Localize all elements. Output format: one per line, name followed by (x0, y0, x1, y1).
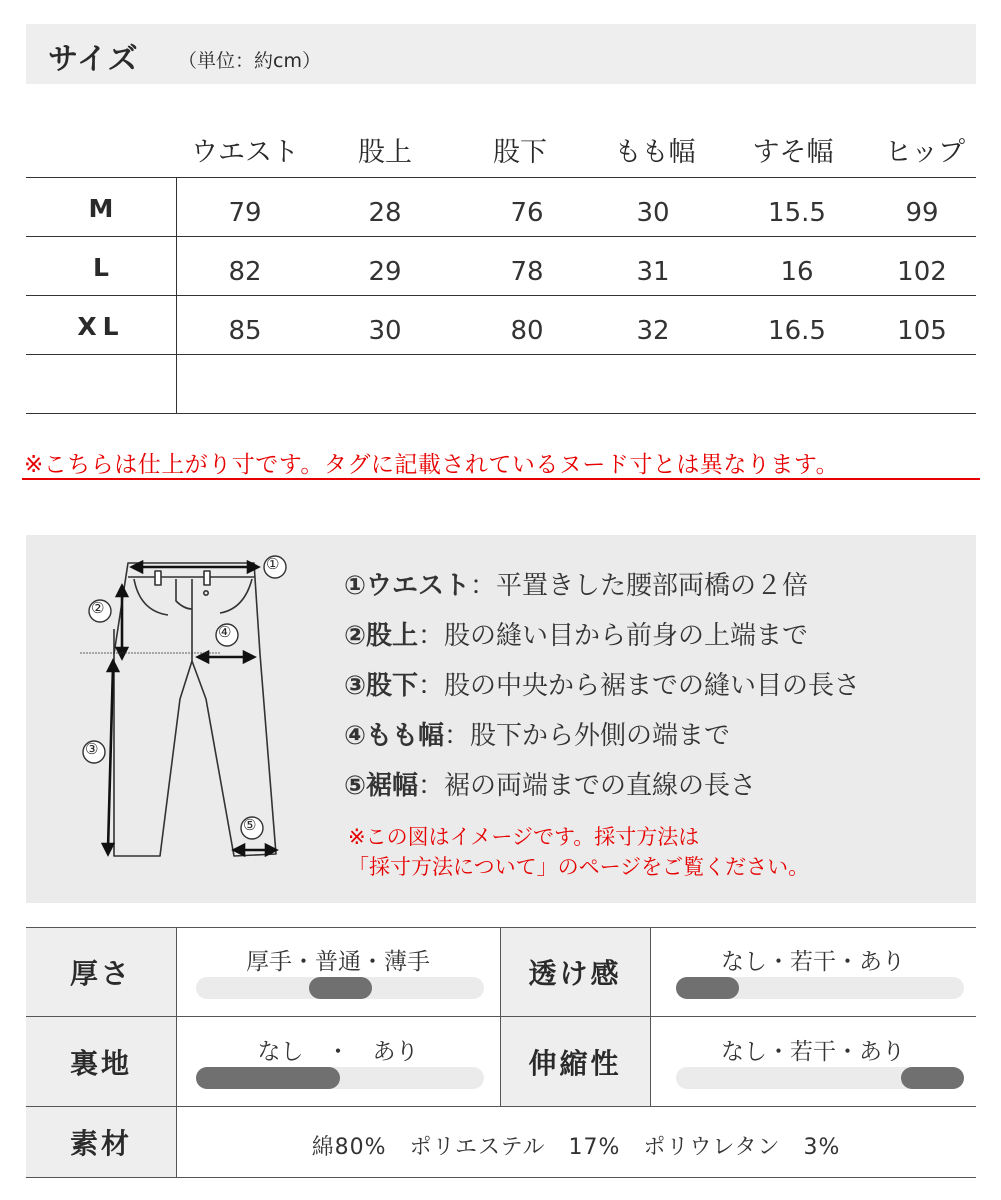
table-cell: 99 (905, 198, 939, 228)
table-divider (26, 295, 976, 296)
spec-column-divider (500, 927, 501, 1106)
table-cell: 85 (228, 316, 262, 346)
spec-divider (26, 1177, 976, 1178)
size-label-xl: XL (77, 312, 125, 341)
table-cell: 80 (510, 316, 544, 346)
size-note: ※こちらは仕上がり寸です。タグに記載されているヌード寸とは異なります。 (24, 452, 840, 478)
table-cell: 29 (368, 257, 402, 287)
stretch-level-track (676, 1067, 964, 1089)
title-bar (26, 24, 976, 84)
diagram-note-line1: ※この図はイメージです。採寸方法は (348, 825, 700, 849)
table-column-divider (176, 177, 177, 414)
material-composition: 綿80% ポリエステル 17% ポリウレタン 3% (311, 1135, 841, 1160)
table-cell: 78 (510, 257, 544, 287)
spec-label-sheerness: 透け感 (500, 927, 650, 1016)
table-cell: 32 (636, 316, 670, 346)
table-cell: 16 (780, 257, 814, 287)
lining-level-track (196, 1067, 484, 1089)
header-hem: すそ幅 (752, 137, 834, 168)
sheerness-options: なし・若干・あり (721, 949, 905, 975)
measurement-panel (26, 535, 976, 903)
stretch-level-indicator (901, 1067, 964, 1089)
table-cell: 76 (510, 198, 544, 228)
diagram-marker-5: ⑤ (243, 816, 257, 834)
table-cell: 16.5 (768, 316, 826, 346)
table-divider (26, 177, 976, 178)
spec-divider (26, 1106, 976, 1107)
table-cell: 15.5 (768, 198, 826, 228)
thickness-level-indicator (309, 977, 372, 999)
diagram-note-line2: 「採寸方法について」のページをご覧ください。 (348, 855, 810, 879)
header-rise: 股上 (358, 137, 412, 168)
header-waist: ウエスト (191, 137, 299, 168)
spec-label-stretch: 伸縮性 (500, 1017, 650, 1106)
header-thigh: もも幅 (614, 137, 696, 168)
spec-label-thickness: 厚さ (26, 927, 176, 1016)
table-cell: 105 (897, 316, 947, 346)
guide-line-waist: ①ウエスト：平置きした腰部両橋の２倍 (344, 571, 809, 601)
table-cell: 102 (897, 257, 947, 287)
diagram-marker-4: ④ (218, 623, 232, 641)
thickness-options: 厚手・普通・薄手 (246, 949, 430, 975)
guide-line-thigh: ④もも幅：股下から外側の端まで (344, 721, 731, 751)
table-cell: 82 (228, 257, 262, 287)
lining-level-indicator (196, 1067, 340, 1089)
sheerness-level-indicator (676, 977, 739, 999)
diagram-marker-1: ① (266, 555, 280, 573)
spec-column-divider (650, 927, 651, 1106)
spec-divider (26, 1016, 976, 1017)
size-label-m: M (88, 194, 114, 223)
stretch-options: なし・若干・あり (721, 1039, 905, 1065)
spec-divider (26, 927, 976, 928)
table-cell: 30 (636, 198, 670, 228)
guide-line-hem: ⑤裾幅：裾の両端までの直線の長さ (344, 771, 757, 801)
header-hip: ヒップ (884, 137, 966, 168)
diagram-marker-2: ② (91, 599, 105, 617)
pants-diagram (80, 549, 320, 874)
table-cell: 79 (228, 198, 262, 228)
table-divider (26, 354, 976, 355)
lining-options: なし ・ あり (257, 1039, 419, 1065)
spec-label-lining: 裏地 (26, 1017, 176, 1106)
table-cell: 28 (368, 198, 402, 228)
table-cell: 30 (368, 316, 402, 346)
sheerness-level-track (676, 977, 964, 999)
note-underline (22, 478, 980, 480)
page-title: サイズ (48, 42, 139, 77)
table-divider (26, 413, 976, 414)
size-label-l: L (93, 253, 109, 282)
header-inseam: 股下 (493, 137, 547, 168)
diagram-marker-3: ③ (85, 740, 99, 758)
table-divider (26, 236, 976, 237)
spec-label-material: 素材 (26, 1107, 176, 1177)
guide-line-inseam: ③股下：股の中央から裾までの縫い目の長さ (344, 671, 861, 701)
table-cell: 31 (636, 257, 670, 287)
guide-line-rise: ②股上：股の縫い目から前身の上端まで (344, 621, 809, 651)
unit-label: （単位：約cm） (178, 50, 321, 72)
thickness-level-track (196, 977, 484, 999)
